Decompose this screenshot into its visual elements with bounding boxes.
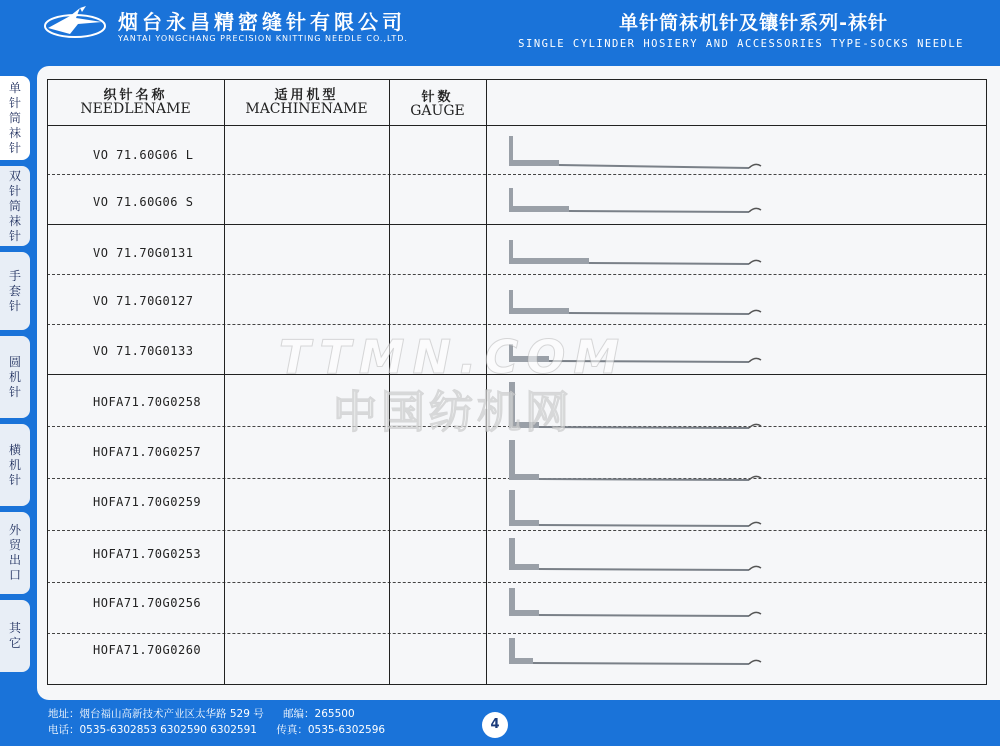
watermark-text-en: TTMN.COM (278, 330, 628, 384)
sidebar-tab-label: 横机针 (8, 442, 21, 487)
sidebar-tab-other[interactable] (0, 600, 30, 672)
needle-name-cell: VO 71.70G0131 (93, 246, 194, 260)
header-machine-name-cn: 适用机型 (274, 88, 339, 103)
needle-name-cell: VO 71.60G06 S (93, 195, 194, 209)
needle-image (507, 536, 767, 576)
company-name-cn: 烟台永昌精密缝针有限公司 (118, 10, 406, 34)
footer-address: 地址：烟台福山高新技术产业区太华路 529 号 (48, 708, 264, 720)
needle-image (507, 380, 767, 436)
catalog-panel (37, 66, 1000, 700)
row-separator (47, 324, 987, 325)
sidebar-tab-glove[interactable] (0, 252, 30, 330)
page-header (0, 0, 1000, 66)
needle-name-cell: HOFA71.70G0260 (93, 643, 202, 657)
header-needle-name-en: NEEDLENAME (80, 101, 191, 117)
category-sidebar (0, 76, 30, 668)
row-separator (47, 582, 987, 583)
sidebar-tab-circular[interactable] (0, 336, 30, 418)
sidebar-tab-label: 圆机针 (8, 354, 21, 399)
footer-postcode: 邮编：265500 (283, 708, 355, 720)
row-separator (47, 274, 987, 275)
needle-image (507, 586, 767, 622)
column-border (224, 79, 225, 684)
series-title-en: SINGLE CYLINDER HOSIERY AND ACCESSORIES TYPE-SOCKS NEEDLE (518, 38, 964, 50)
needle-image (507, 636, 767, 672)
group-divider (47, 224, 987, 225)
sidebar-tab-flat[interactable] (0, 424, 30, 506)
needle-name-cell: HOFA71.70G0259 (93, 495, 202, 509)
needle-image (507, 342, 767, 370)
needle-image (507, 186, 767, 218)
sidebar-tab-label: 单针筒袜针 (8, 80, 21, 155)
page-number: 4 (482, 712, 508, 738)
footer-address-line (48, 706, 355, 721)
needle-name-cell: VO 71.60G06 L (93, 148, 194, 162)
header-gauge-cn: 针数 (421, 90, 454, 105)
column-border (986, 79, 987, 684)
footer-fax: 传真：0535-6302596 (276, 724, 386, 736)
needle-name-cell: HOFA71.70G0256 (93, 596, 202, 610)
needle-name-cell: HOFA71.70G0258 (93, 395, 202, 409)
footer-phone: 电话：0535-6302853 6302590 6302591 (48, 724, 257, 736)
sidebar-tab-label: 外贸出口 (8, 523, 21, 582)
column-border (47, 79, 48, 684)
header-needle-name-cn: 织针名称 (103, 88, 168, 103)
needle-name-cell: HOFA71.70G0257 (93, 445, 202, 459)
needle-image (507, 134, 767, 174)
needle-image (507, 438, 767, 488)
needle-name-cell: HOFA71.70G0253 (93, 547, 202, 561)
table-bottom-border (47, 684, 987, 685)
watermark-text-cn: 中国纺机网 (333, 387, 573, 438)
sidebar-tab-export[interactable] (0, 512, 30, 594)
column-border (389, 79, 390, 684)
row-separator (47, 633, 987, 634)
group-divider (47, 374, 987, 375)
footer-contact-line (48, 722, 385, 737)
needle-name-cell: VO 71.70G0133 (93, 344, 194, 358)
table-top-border (47, 79, 987, 80)
needle-name-cell: VO 71.70G0127 (93, 294, 194, 308)
sidebar-tab-single-cylinder[interactable] (0, 76, 30, 160)
sidebar-tab-label: 其它 (8, 621, 21, 650)
header-gauge-en: GAUGE (410, 103, 465, 119)
needle-image (507, 288, 767, 320)
series-title-cn: 单针筒袜机针及镶针系列-袜针 (619, 12, 888, 34)
row-separator (47, 174, 987, 175)
sidebar-tab-double-cylinder[interactable] (0, 166, 30, 246)
sidebar-tab-label: 双针筒袜针 (8, 168, 21, 243)
needle-image (507, 488, 767, 532)
table-header-border (47, 125, 987, 126)
needle-image (507, 238, 767, 270)
page-footer (0, 700, 1000, 746)
column-border (486, 79, 487, 684)
header-machine-name-en: MACHINENAME (245, 101, 368, 117)
company-logo-icon (40, 4, 110, 44)
sidebar-tab-label: 手套针 (8, 268, 21, 313)
company-name-en: YANTAI YONGCHANG PRECISION KNITTING NEEDLE CO.,LTD. (118, 34, 408, 43)
